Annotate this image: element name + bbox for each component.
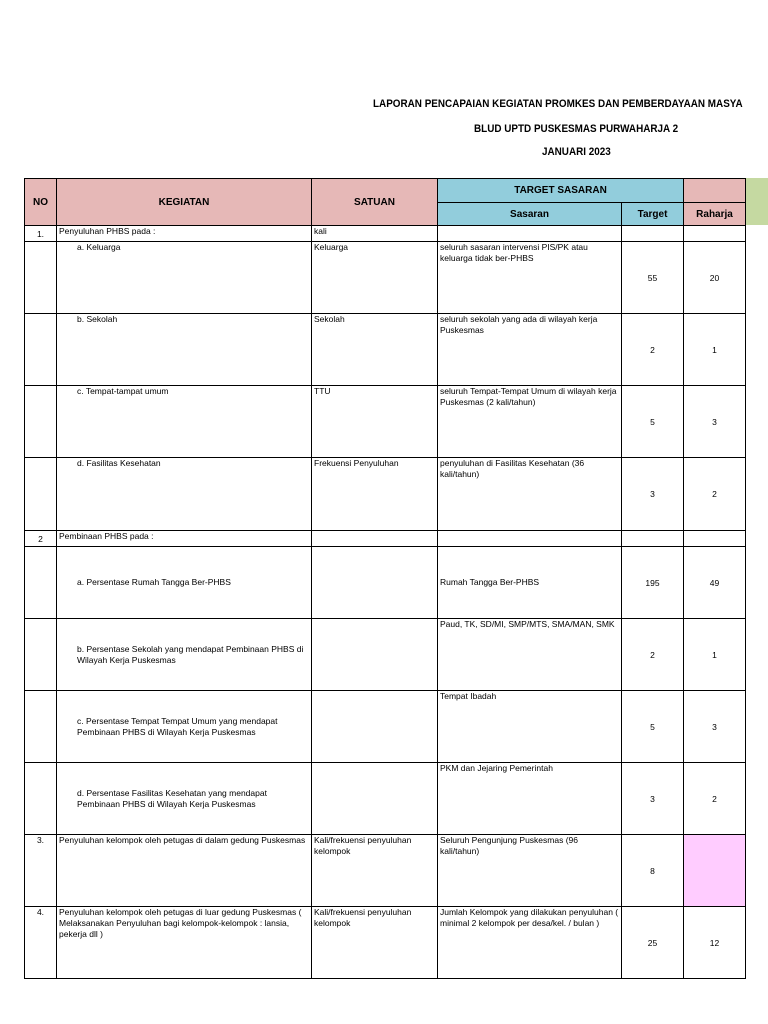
- cell-no: 4.: [25, 907, 57, 979]
- cell-no: 2: [25, 531, 57, 547]
- cell-raharja: 3: [684, 691, 746, 763]
- cell-raharja: [684, 835, 746, 907]
- header-blank: [684, 179, 746, 203]
- cell-raharja: 1: [684, 619, 746, 691]
- cell-no: 3.: [25, 835, 57, 907]
- table-row: [25, 835, 746, 907]
- cell-raharja: [684, 531, 746, 547]
- cell-raharja: 2: [684, 458, 746, 531]
- header-raharja: Raharja: [684, 203, 746, 226]
- cell-kegiatan: c. Persentase Tempat Tempat Umum yang mendapat Pembinaan PHBS di Wilayah Kerja Puskesmas: [57, 691, 312, 763]
- cell-kegiatan: d. Persentase Fasilitas Kesehatan yang mendapat Pembinaan PHBS di Wilayah Kerja Puskesmas: [57, 763, 312, 835]
- report-title: LAPORAN PENCAPAIAN KEGIATAN PROMKES DAN PEMBERDAYAAN MASYA: [373, 98, 743, 110]
- cell-kegiatan: a. Keluarga: [57, 242, 312, 314]
- cell-kegiatan: Penyuluhan kelompok oleh petugas di dalam gedung Puskesmas: [57, 835, 312, 907]
- cell-no: [25, 386, 57, 458]
- cell-kegiatan: b. Persentase Sekolah yang mendapat Pembinaan PHBS di Wilayah Kerja Puskesmas: [57, 619, 312, 691]
- cell-satuan: kali: [312, 226, 438, 242]
- cell-raharja: 2: [684, 763, 746, 835]
- cell-target: 3: [622, 458, 684, 531]
- cell-sasaran: penyuluhan di Fasilitas Kesehatan (36 kali/tahun): [438, 458, 622, 531]
- table-row: [25, 531, 746, 547]
- table-row: [25, 547, 746, 619]
- cell-satuan: TTU: [312, 386, 438, 458]
- table-row: [25, 458, 746, 531]
- table-row: [25, 619, 746, 691]
- cell-target: [622, 531, 684, 547]
- cell-sasaran: [438, 226, 622, 242]
- header-no: NO: [25, 179, 57, 226]
- cell-no: [25, 314, 57, 386]
- cell-target: 5: [622, 386, 684, 458]
- cell-kegiatan: d. Fasilitas Kesehatan: [57, 458, 312, 531]
- header-target: Target: [622, 203, 684, 226]
- cell-raharja: 1: [684, 314, 746, 386]
- cell-satuan: Frekuensi Penyuluhan: [312, 458, 438, 531]
- cell-target: 5: [622, 691, 684, 763]
- cell-raharja: 3: [684, 386, 746, 458]
- cell-raharja: [684, 226, 746, 242]
- table-row: [25, 763, 746, 835]
- table-row: [25, 226, 746, 242]
- cell-target: 3: [622, 763, 684, 835]
- cell-sasaran: seluruh Tempat-Tempat Umum di wilayah kerja Puskesmas (2 kali/tahun): [438, 386, 622, 458]
- table-row: [25, 907, 746, 979]
- cell-raharja: 49: [684, 547, 746, 619]
- cell-satuan: [312, 619, 438, 691]
- cell-sasaran: Rumah Tangga Ber-PHBS: [438, 547, 622, 619]
- cell-no: [25, 242, 57, 314]
- cell-kegiatan: c. Tempat-tampat umum: [57, 386, 312, 458]
- cell-target: 55: [622, 242, 684, 314]
- cell-no: [25, 763, 57, 835]
- cell-target: 8: [622, 835, 684, 907]
- header-sasaran: Sasaran: [438, 203, 622, 226]
- header-kegiatan: KEGIATAN: [57, 179, 312, 226]
- cell-satuan: Keluarga: [312, 242, 438, 314]
- cell-sasaran: Seluruh Pengunjung Puskesmas (96 kali/tahun): [438, 835, 622, 907]
- cell-target: 2: [622, 619, 684, 691]
- cell-sasaran: seluruh sekolah yang ada di wilayah kerja Puskesmas: [438, 314, 622, 386]
- cell-no: [25, 691, 57, 763]
- cell-sasaran: PKM dan Jejaring Pemerintah: [438, 763, 622, 835]
- header-satuan: SATUAN: [312, 179, 438, 226]
- header-target-sasaran: TARGET SASARAN: [438, 179, 684, 203]
- cell-kegiatan: Penyuluhan PHBS pada :: [57, 226, 312, 242]
- cell-satuan: [312, 691, 438, 763]
- cell-no: 1.: [25, 226, 57, 242]
- table-row: [25, 386, 746, 458]
- cell-no: [25, 547, 57, 619]
- cell-satuan: [312, 547, 438, 619]
- cell-no: [25, 619, 57, 691]
- cell-satuan: Sekolah: [312, 314, 438, 386]
- report-period: JANUARI 2023: [542, 146, 611, 158]
- cell-kegiatan: a. Persentase Rumah Tangga Ber-PHBS: [57, 547, 312, 619]
- cell-target: 25: [622, 907, 684, 979]
- cell-target: 2: [622, 314, 684, 386]
- cell-satuan: [312, 763, 438, 835]
- cell-kegiatan: Penyuluhan kelompok oleh petugas di luar gedung Puskesmas ( Melaksanakan Penyuluhan bagi kelompok-kelompok : lansia, pekerja dll ): [57, 907, 312, 979]
- cell-sasaran: [438, 531, 622, 547]
- table-row: [25, 691, 746, 763]
- cell-raharja: 20: [684, 242, 746, 314]
- cell-raharja: 12: [684, 907, 746, 979]
- report-table: [24, 178, 746, 979]
- cell-target: 195: [622, 547, 684, 619]
- cell-kegiatan: Pembinaan PHBS pada :: [57, 531, 312, 547]
- cell-sasaran: Jumlah Kelompok yang dilakukan penyuluhan ( minimal 2 kelompok per desa/kel. / bulan ): [438, 907, 622, 979]
- cell-sasaran: Tempat Ibadah: [438, 691, 622, 763]
- cell-satuan: [312, 531, 438, 547]
- cell-satuan: Kali/frekuensi penyuluhan kelompok: [312, 835, 438, 907]
- cell-satuan: Kali/frekuensi penyuluhan kelompok: [312, 907, 438, 979]
- table-row: [25, 242, 746, 314]
- table-row: [25, 314, 746, 386]
- cell-sasaran: seluruh sasaran intervensi PIS/PK atau keluarga tidak ber-PHBS: [438, 242, 622, 314]
- cell-sasaran: Paud, TK, SD/MI, SMP/MTS, SMA/MAN, SMK: [438, 619, 622, 691]
- cell-kegiatan: b. Sekolah: [57, 314, 312, 386]
- cell-target: [622, 226, 684, 242]
- report-subtitle: BLUD UPTD PUSKESMAS PURWAHARJA 2: [474, 123, 679, 135]
- cell-no: [25, 458, 57, 531]
